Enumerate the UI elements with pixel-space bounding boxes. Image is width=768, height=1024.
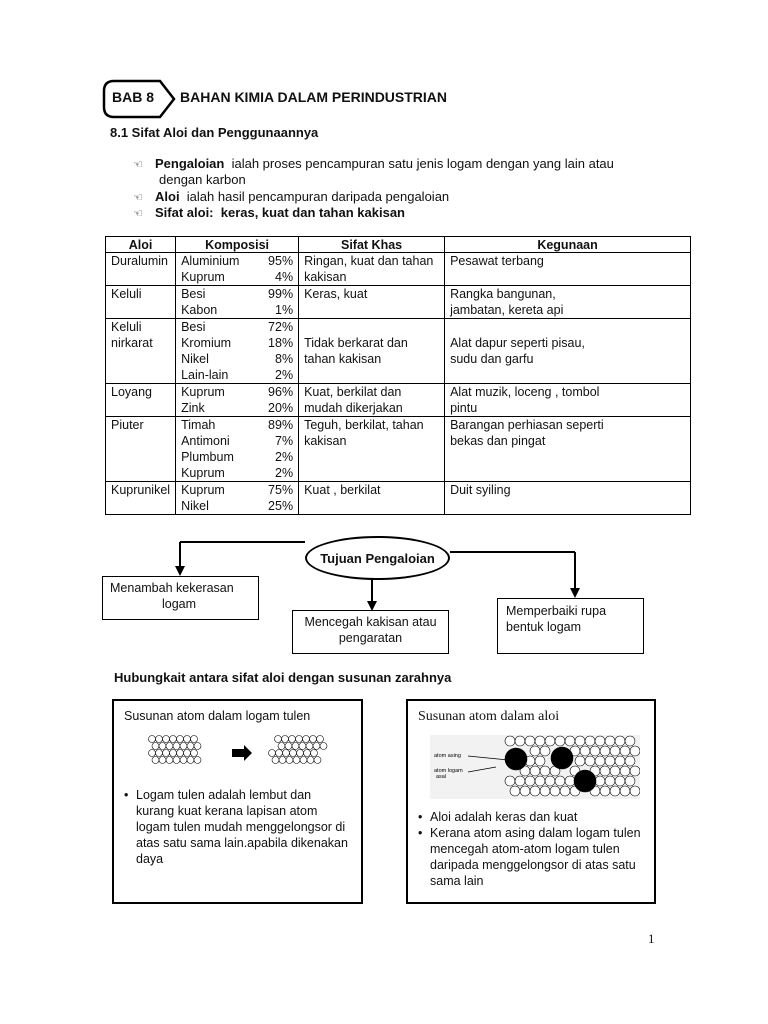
atom xyxy=(530,766,540,776)
atom-layers-after xyxy=(269,736,328,764)
atom xyxy=(585,736,595,746)
cell-line: Teguh, berkilat, tahan xyxy=(304,418,424,432)
element-percent: 25% xyxy=(268,499,294,513)
element-percent: 96% xyxy=(268,385,294,399)
atom xyxy=(282,736,289,743)
atom xyxy=(290,750,297,757)
atom xyxy=(525,736,535,746)
atom xyxy=(272,757,279,764)
flowchart-box-kekerasan xyxy=(102,576,259,620)
atom xyxy=(149,750,156,757)
table-header-sifat: Sifat Khas xyxy=(299,237,445,253)
atom xyxy=(555,736,565,746)
label-atom-logam: atom logam xyxy=(434,768,463,774)
atom xyxy=(560,786,570,796)
atom xyxy=(177,750,184,757)
definition-text: ialah hasil pencampuran daripada pengaloian xyxy=(179,189,450,204)
atom xyxy=(173,743,180,750)
box-line: Mencegah kakisan atau xyxy=(304,615,437,629)
pointing-hand-icon: ☜ xyxy=(133,208,143,220)
atom xyxy=(159,743,166,750)
atom xyxy=(610,746,620,756)
atom xyxy=(307,757,314,764)
flowchart-box-rupa xyxy=(497,598,644,654)
pointing-hand-icon: ☜ xyxy=(133,192,143,204)
atom xyxy=(590,746,600,756)
atom xyxy=(565,776,575,786)
section-title: 8.1 Sifat Aloi dan Penggunaannya xyxy=(110,125,319,140)
atom xyxy=(303,736,310,743)
atom xyxy=(630,766,640,776)
cell-line: jambatan, kereta api xyxy=(450,303,564,317)
atom xyxy=(615,736,625,746)
element-name: Nikel xyxy=(181,499,209,513)
cell-line: Kuat , berkilat xyxy=(304,483,381,497)
atom xyxy=(620,786,630,796)
atom xyxy=(304,750,311,757)
atom xyxy=(163,750,170,757)
atom xyxy=(163,736,170,743)
atom xyxy=(187,757,194,764)
box-line: Memperbaiki rupa xyxy=(506,604,607,618)
table-header-komposisi: Komposisi xyxy=(176,237,299,253)
atom xyxy=(152,743,159,750)
alloy-title: Susunan atom dalam aloi xyxy=(418,709,560,724)
cell-line: Kuprunikel xyxy=(111,483,171,497)
element-name: Timah xyxy=(181,418,216,432)
atom xyxy=(166,757,173,764)
element-name: Antimoni xyxy=(181,434,230,448)
atom xyxy=(545,776,555,786)
atom xyxy=(276,750,283,757)
atom xyxy=(170,736,177,743)
element-percent: 18% xyxy=(268,336,294,350)
element-name: Kuprum xyxy=(181,483,225,497)
atom xyxy=(159,757,166,764)
cell-line: Ringan, kuat dan tahan xyxy=(304,254,434,268)
cell-line: Rangka bangunan, xyxy=(450,287,556,301)
element-name: Plumbum xyxy=(181,450,234,464)
atom xyxy=(194,757,201,764)
atom xyxy=(575,756,585,766)
element-percent: 8% xyxy=(275,352,294,366)
atom xyxy=(156,750,163,757)
cell-line: Tidak berkarat dan xyxy=(304,336,408,350)
element-percent: 2% xyxy=(275,450,294,464)
cell-line: tahan kakisan xyxy=(304,352,382,366)
list-item: • Logam tulen adalah lembut dan kurang kuat kerana lapisan atom logam tulen mudah menggelongsor di atas satu sama lain.apabila dikenakan daya xyxy=(124,787,352,867)
table-header-kegunaan: Kegunaan xyxy=(445,237,691,253)
atom xyxy=(620,746,630,756)
element-name: Nikel xyxy=(181,352,209,366)
atom xyxy=(630,786,640,796)
atom xyxy=(630,746,640,756)
page-number: 1 xyxy=(648,931,655,946)
element-name: Lain-lain xyxy=(181,368,229,382)
atom xyxy=(320,743,327,750)
atom xyxy=(191,750,198,757)
atom xyxy=(292,743,299,750)
atom xyxy=(310,736,317,743)
pure-metal-diagram xyxy=(144,733,344,773)
atom xyxy=(184,736,191,743)
cell-line: Piuter xyxy=(111,418,144,432)
element-name: Kromium xyxy=(181,336,232,350)
alloy-box xyxy=(406,699,656,904)
atom xyxy=(317,736,324,743)
atom xyxy=(510,786,520,796)
flowchart-box-kakisan xyxy=(292,610,449,654)
foreign-atom xyxy=(551,747,573,769)
box-line: logam xyxy=(162,597,197,611)
element-percent: 4% xyxy=(275,270,294,284)
pure-metal-box xyxy=(112,699,363,904)
atom xyxy=(299,743,306,750)
definition-text-continued: dengan karbon xyxy=(159,172,246,187)
atom xyxy=(194,743,201,750)
element-percent: 72% xyxy=(268,320,294,334)
cell-line: Duralumin xyxy=(111,254,168,268)
element-name: Kuprum xyxy=(181,385,225,399)
cell-line: kakisan xyxy=(304,270,347,284)
atom xyxy=(296,736,303,743)
element-percent: 20% xyxy=(268,401,294,415)
cell-line: Keluli xyxy=(111,287,142,301)
atom xyxy=(565,736,575,746)
definition-term: Aloi xyxy=(155,189,180,204)
atom xyxy=(180,743,187,750)
alloy-bullets xyxy=(418,809,646,889)
atom xyxy=(300,757,307,764)
atom xyxy=(535,776,545,786)
atom xyxy=(585,756,595,766)
atom xyxy=(615,776,625,786)
atom xyxy=(625,776,635,786)
cell-line: mudah dikerjakan xyxy=(304,401,403,415)
flowchart-center-oval: Tujuan Pengaloian xyxy=(305,536,450,580)
cell-line: nirkarat xyxy=(111,336,153,350)
atom xyxy=(166,743,173,750)
atom xyxy=(505,776,515,786)
atom xyxy=(191,736,198,743)
atom xyxy=(540,766,550,776)
element-name: Besi xyxy=(181,320,206,334)
cell-line: Alat dapur seperti pisau, xyxy=(450,336,585,350)
cell-line: Duit syiling xyxy=(450,483,511,497)
atom xyxy=(297,750,304,757)
pure-metal-title: Susunan atom dalam logam tulen xyxy=(124,709,311,723)
atom xyxy=(550,786,560,796)
atom xyxy=(625,756,635,766)
element-name: Besi xyxy=(181,287,206,301)
atom xyxy=(540,786,550,796)
table-header-aloi: Aloi xyxy=(106,237,176,253)
atom xyxy=(540,746,550,756)
arrow-head xyxy=(175,566,185,576)
atom xyxy=(610,786,620,796)
element-percent: 7% xyxy=(275,434,294,448)
atom xyxy=(156,736,163,743)
pure-metal-bullets xyxy=(124,787,352,867)
atom xyxy=(530,746,540,756)
atom xyxy=(306,743,313,750)
label-atom-asing: atom asing xyxy=(434,753,461,759)
atom xyxy=(545,736,555,746)
cell-line: Alat muzik, loceng , tombol xyxy=(450,385,600,399)
atom xyxy=(580,746,590,756)
atom xyxy=(625,736,635,746)
cell-line: Loyang xyxy=(111,385,153,399)
atom xyxy=(605,776,615,786)
atom xyxy=(530,786,540,796)
alloy-diagram xyxy=(430,735,640,799)
atom xyxy=(311,750,318,757)
chapter-title: BAHAN KIMIA DALAM PERINDUSTRIAN xyxy=(180,89,448,105)
atom xyxy=(575,736,585,746)
pointing-hand-icon: ☜ xyxy=(133,159,143,171)
box-line: bentuk logam xyxy=(506,620,582,634)
element-name: Kuprum xyxy=(181,270,225,284)
atom xyxy=(283,750,290,757)
element-name: Kuprum xyxy=(181,466,225,480)
atom xyxy=(289,736,296,743)
atom xyxy=(293,757,300,764)
cell-line: Pesawat terbang xyxy=(450,254,544,268)
atom xyxy=(605,736,615,746)
element-name: Zink xyxy=(181,401,205,415)
definition-term: Sifat aloi: keras, kuat dan tahan kakisan xyxy=(155,205,405,220)
atom-layers-before xyxy=(149,736,202,764)
atom xyxy=(600,786,610,796)
atom xyxy=(314,757,321,764)
cell-line: Barangan perhiasan seperti xyxy=(450,418,604,432)
atom xyxy=(535,736,545,746)
cell-line: sudu dan garfu xyxy=(450,352,534,366)
atom xyxy=(184,750,191,757)
element-percent: 2% xyxy=(275,368,294,382)
arrow-icon xyxy=(232,745,252,761)
element-percent: 95% xyxy=(268,254,294,268)
label-asal: asal xyxy=(436,774,447,780)
atom xyxy=(149,736,156,743)
atom xyxy=(525,776,535,786)
element-name: Kabon xyxy=(181,303,218,317)
atom xyxy=(515,776,525,786)
list-item: • Kerana atom asing dalam logam tulen mencegah atom-atom logam tulen daripada menggelongsor di atas satu sama lain xyxy=(418,825,646,889)
atom xyxy=(535,756,545,766)
element-percent: 89% xyxy=(268,418,294,432)
atom xyxy=(505,736,515,746)
element-percent: 75% xyxy=(268,483,294,497)
chapter-badge-label: BAB 8 xyxy=(112,89,155,105)
element-percent: 1% xyxy=(275,303,294,317)
element-percent: 2% xyxy=(275,466,294,480)
atom xyxy=(595,756,605,766)
atom xyxy=(610,766,620,776)
atom xyxy=(278,743,285,750)
atom xyxy=(177,736,184,743)
cell-line: pintu xyxy=(450,401,478,415)
atom xyxy=(515,736,525,746)
box-line: Menambah kekerasan xyxy=(110,581,234,595)
definition-text: ialah proses pencampuran satu jenis logam dengan yang lain atau xyxy=(224,156,614,171)
atom xyxy=(555,776,565,786)
definition-term: Pengaloian xyxy=(155,156,225,171)
element-percent: 99% xyxy=(268,287,294,301)
atom xyxy=(275,736,282,743)
cell-line: Keras, kuat xyxy=(304,287,368,301)
atom xyxy=(520,786,530,796)
foreign-atom xyxy=(574,770,596,792)
cell-line: Keluli xyxy=(111,320,142,334)
cell-line: bekas dan pingat xyxy=(450,434,546,448)
atom xyxy=(286,757,293,764)
list-item: • Aloi adalah keras dan kuat xyxy=(418,809,646,825)
arrow-head xyxy=(570,588,580,598)
cell-line: Kuat, berkilat dan xyxy=(304,385,402,399)
atom xyxy=(313,743,320,750)
atom xyxy=(595,776,605,786)
atom xyxy=(605,756,615,766)
atom xyxy=(279,757,286,764)
atom xyxy=(152,757,159,764)
atom xyxy=(600,746,610,756)
atom xyxy=(180,757,187,764)
atom xyxy=(600,766,610,776)
atom xyxy=(269,750,276,757)
box-line: pengaratan xyxy=(338,631,403,645)
element-name: Aluminium xyxy=(181,254,240,268)
atom xyxy=(187,743,194,750)
atom xyxy=(620,766,630,776)
atom xyxy=(170,750,177,757)
foreign-atom xyxy=(505,748,527,770)
cell-line: kakisan xyxy=(304,434,347,448)
atom xyxy=(285,743,292,750)
atom xyxy=(173,757,180,764)
atom xyxy=(595,736,605,746)
atom xyxy=(615,756,625,766)
relation-heading: Hubungkait antara sifat aloi dengan susunan zarahnya xyxy=(114,670,452,685)
